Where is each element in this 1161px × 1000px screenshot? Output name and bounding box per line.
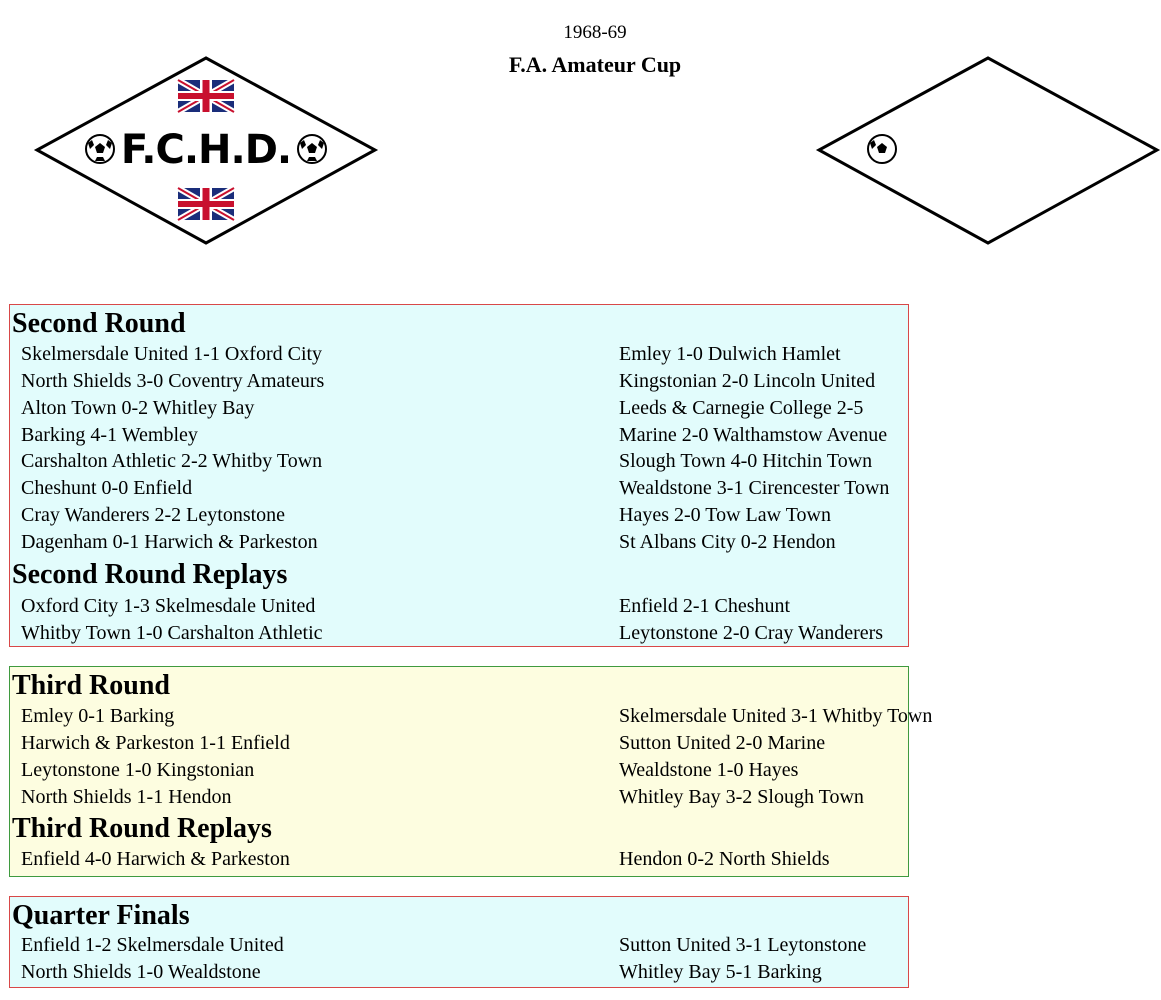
result-line: Cheshunt 0-0 Enfield — [21, 477, 193, 499]
result-line: Whitby Town 1-0 Carshalton Athletic — [21, 622, 323, 644]
result-line: Leeds & Carnegie College 2-5 — [619, 397, 864, 419]
result-line: North Shields 1-0 Wealdstone — [21, 961, 261, 983]
result-line: Slough Town 4-0 Hitchin Town — [619, 450, 873, 472]
result-line: Enfield 2-1 Cheshunt — [619, 595, 791, 617]
result-line: Leytonstone 1-0 Kingstonian — [21, 759, 255, 781]
result-line: St Albans City 0-2 Hendon — [619, 531, 836, 553]
section-heading: Second Round — [12, 308, 186, 339]
result-line: Sutton United 2-0 Marine — [619, 732, 826, 754]
season-label: 1968-69 — [563, 22, 627, 43]
section-heading: Quarter Finals — [12, 900, 190, 931]
result-line: Whitley Bay 3-2 Slough Town — [619, 786, 864, 808]
result-line: Skelmersdale United 3-1 Whitby Town — [619, 705, 933, 727]
result-line: Oxford City 1-3 Skelmesdale United — [21, 595, 316, 617]
result-line: Cray Wanderers 2-2 Leytonstone — [21, 504, 286, 526]
club-logo-right — [815, 55, 1161, 247]
result-line: Emley 1-0 Dulwich Hamlet — [619, 343, 841, 365]
result-line: Kingstonian 2-0 Lincoln United — [619, 370, 876, 392]
result-line: Harwich & Parkeston 1-1 Enfield — [21, 732, 290, 754]
logo-text: F.C.H.D. — [120, 127, 292, 173]
result-line: Hendon 0-2 North Shields — [619, 848, 830, 870]
result-line: Alton Town 0-2 Whitley Bay — [21, 397, 255, 419]
result-line: Barking 4-1 Wembley — [21, 424, 198, 446]
result-line: Wealdstone 3-1 Cirencester Town — [619, 477, 890, 499]
section-heading: Second Round Replays — [12, 559, 288, 590]
result-line: Dagenham 0-1 Harwich & Parkeston — [21, 531, 318, 553]
result-line: Sutton United 3-1 Leytonstone — [619, 934, 867, 956]
result-line: North Shields 3-0 Coventry Amateurs — [21, 370, 325, 392]
result-line: Wealdstone 1-0 Hayes — [619, 759, 799, 781]
result-line: Whitley Bay 5-1 Barking — [619, 961, 822, 983]
quarter-finals-section — [9, 896, 909, 988]
logo-diamond-icon — [815, 55, 1161, 247]
section-heading: Third Round — [12, 670, 170, 701]
third-round-section — [9, 666, 933, 877]
club-logo — [33, 55, 379, 247]
result-line: Skelmersdale United 1-1 Oxford City — [21, 343, 323, 365]
result-line: Enfield 4-0 Harwich & Parkeston — [21, 848, 290, 870]
result-line: Marine 2-0 Walthamstow Avenue — [619, 424, 888, 446]
page-title: F.A. Amateur Cup — [508, 52, 682, 77]
result-line: Enfield 1-2 Skelmersdale United — [21, 934, 284, 956]
result-line: Carshalton Athletic 2-2 Whitby Town — [21, 450, 323, 472]
result-line: North Shields 1-1 Hendon — [21, 786, 232, 808]
section-heading: Third Round Replays — [12, 813, 272, 844]
result-line: Emley 0-1 Barking — [21, 705, 175, 727]
result-line: Leytonstone 2-0 Cray Wanderers — [619, 622, 884, 644]
second-round-section — [9, 304, 909, 647]
result-line: Hayes 2-0 Tow Law Town — [619, 504, 831, 526]
